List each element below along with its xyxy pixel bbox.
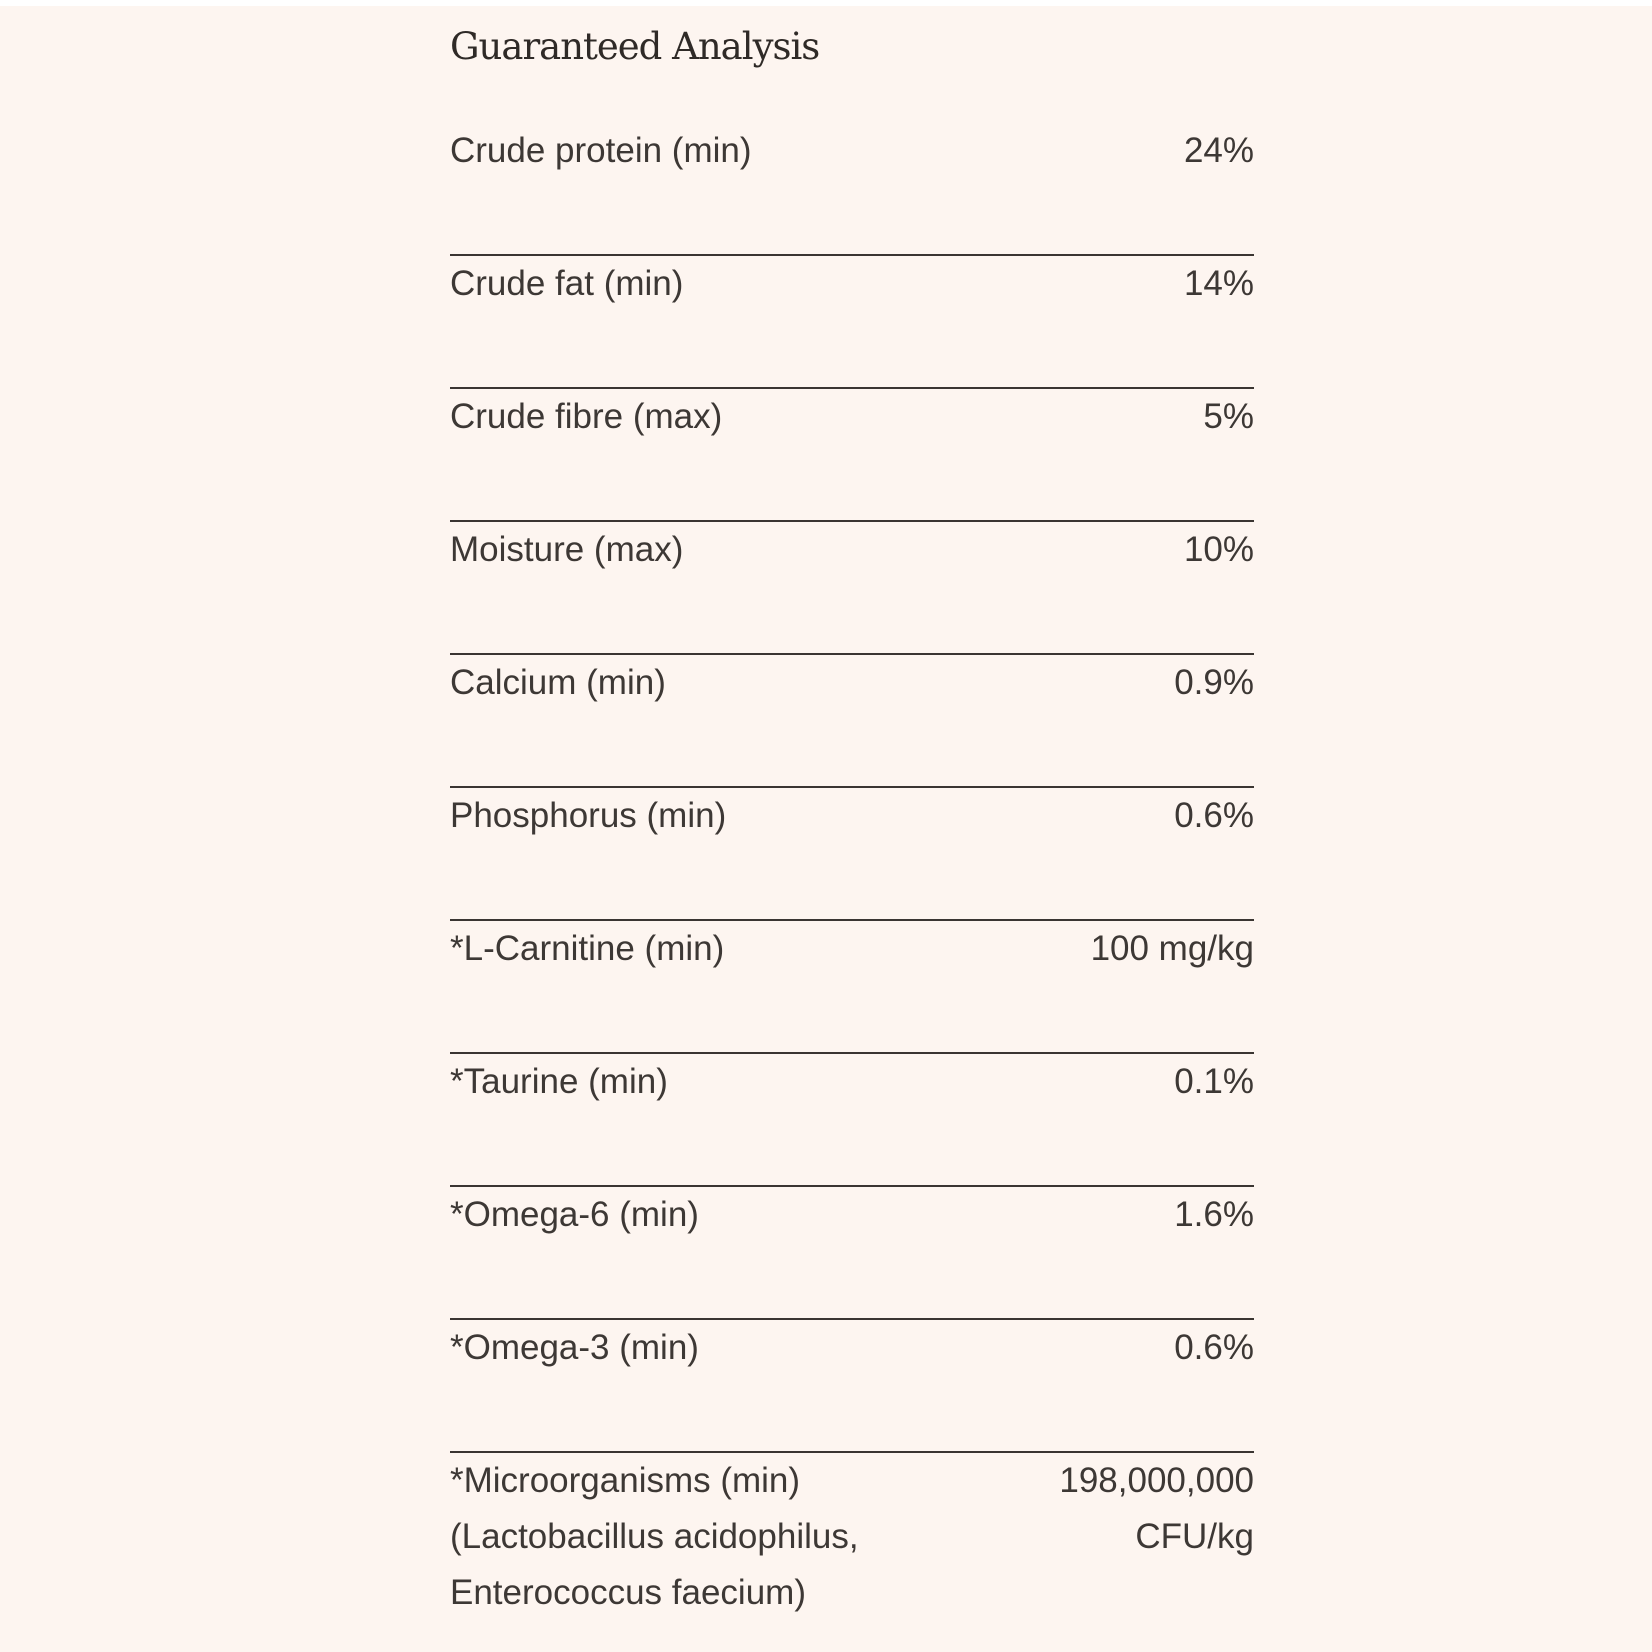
nutrient-label: Crude protein (min) bbox=[450, 131, 752, 170]
nutrient-label: Crude fat (min) bbox=[450, 264, 684, 303]
nutrient-label: Moisture (max) bbox=[450, 530, 684, 569]
analysis-row bbox=[450, 123, 1254, 256]
nutrient-label: Calcium (min) bbox=[450, 663, 666, 702]
nutrient-value: 0.6% bbox=[1174, 1328, 1254, 1367]
nutrient-label: *Omega-3 (min) bbox=[450, 1328, 699, 1367]
analysis-row bbox=[450, 1054, 1254, 1187]
analysis-row bbox=[450, 256, 1254, 389]
nutrient-value: 1.6% bbox=[1174, 1195, 1254, 1234]
analysis-row bbox=[450, 788, 1254, 921]
analysis-row bbox=[450, 921, 1254, 1054]
nutrient-value: 0.9% bbox=[1174, 663, 1254, 702]
nutrient-value: 14% bbox=[1183, 264, 1254, 303]
analysis-row bbox=[450, 522, 1254, 655]
section-heading: Guaranteed Analysis bbox=[450, 25, 820, 68]
guaranteed-analysis-panel bbox=[450, 16, 1254, 1621]
nutrient-label: *Taurine (min) bbox=[450, 1062, 668, 1101]
analysis-row bbox=[450, 1320, 1254, 1453]
analysis-row bbox=[450, 655, 1254, 788]
nutrient-value: 10% bbox=[1183, 530, 1254, 569]
nutrient-value: 0.6% bbox=[1174, 796, 1254, 835]
nutrient-label: Phosphorus (min) bbox=[450, 796, 727, 835]
nutrient-value: 24% bbox=[1183, 131, 1254, 170]
nutrient-value: 5% bbox=[1203, 397, 1254, 436]
analysis-row bbox=[450, 1187, 1254, 1320]
analysis-table bbox=[450, 123, 1254, 1621]
nutrient-label: *Microorganisms (min) (Lactobacillus acidophilus, Enterococcus faecium) bbox=[450, 1461, 859, 1612]
nutrient-label: Crude fibre (max) bbox=[450, 397, 723, 436]
nutrient-value: 100 mg/kg bbox=[1090, 929, 1254, 968]
analysis-row bbox=[450, 1453, 1254, 1621]
page-background bbox=[0, 6, 1652, 1652]
nutrient-label: *Omega-6 (min) bbox=[450, 1195, 699, 1234]
analysis-row bbox=[450, 389, 1254, 522]
nutrient-value: 198,000,000 CFU/kg bbox=[1059, 1461, 1254, 1556]
nutrient-value: 0.1% bbox=[1174, 1062, 1254, 1101]
nutrient-label: *L-Carnitine (min) bbox=[450, 929, 725, 968]
